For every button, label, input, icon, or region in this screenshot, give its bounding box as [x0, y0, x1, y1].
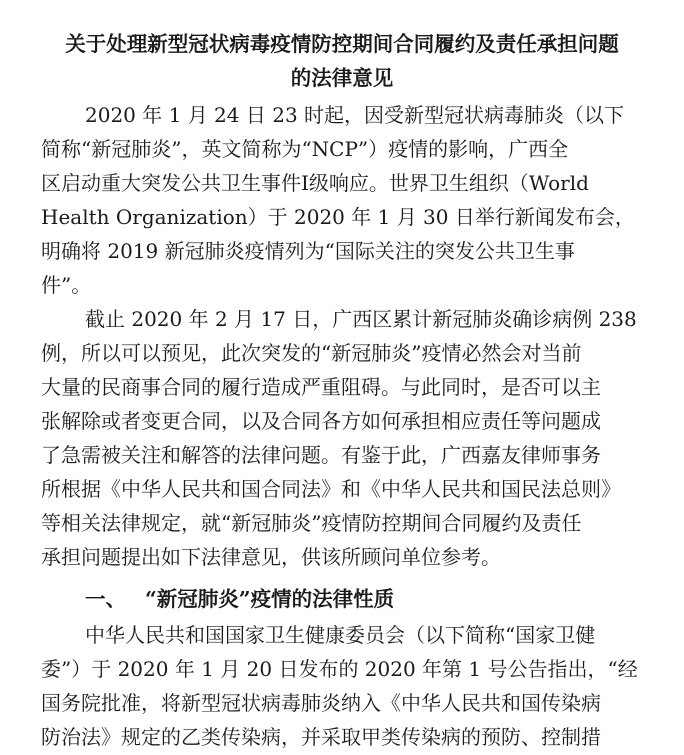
section-title: “新冠肺炎”疫情的法律性质 [145, 587, 395, 611]
paragraph-line: 中华人民共和国国家卫生健康委员会（以下简称“国家卫健 [85, 623, 596, 647]
section-heading-1 [85, 586, 394, 612]
paragraph-line: 简称“新冠肺炎”，英文简称为“NCP”）疫情的影响，广西全 [41, 137, 569, 161]
paragraph-line: 截止 2020 年 2 月 17 日，广西区累计新冠肺炎确诊病例 238 [85, 307, 637, 331]
paragraph-line: 件”。 [41, 273, 92, 297]
paragraph-line: 防治法》规定的乙类传染病，并采取甲类传染病的预防、控制措 [41, 725, 601, 749]
paragraph-line: 国务院批准，将新型冠状病毒肺炎纳入《中华人民共和国传染病 [41, 691, 601, 715]
paragraph-line: 明确将 2019 新冠肺炎疫情列为“国际关注的突发公共卫生事 [41, 239, 575, 263]
paragraph-line: 委”）于 2020 年 1 月 20 日发布的 2020 年第 1 号公告指出，“经 [41, 657, 638, 681]
section-number: 一、 [85, 587, 126, 611]
paragraph-line: 区启动重大突发公共卫生事件Ⅰ级响应。世界卫生组织（World [41, 171, 589, 195]
paragraph-line: Health Organization）于 2020 年 1 月 30 日举行新闻发布会， [41, 205, 635, 229]
document-title-line-1: 关于处理新型冠状病毒疫情防控期间合同履约及责任承担问题 [65, 32, 619, 56]
paragraph-line: 等相关法律规定，就“新冠肺炎”疫情防控期间合同履约及责任 [41, 511, 582, 535]
paragraph-line: 张解除或者变更合同，以及合同各方如何承担相应责任等问题成 [41, 409, 601, 433]
paragraph-line: 例，所以可以预见，此次突发的“新冠肺炎”疫情必然会对当前 [41, 341, 582, 365]
paragraph-line: 承担问题提出如下法律意见，供该所顾问单位参考。 [41, 545, 501, 569]
paragraph-line: 2020 年 1 月 24 日 23 时起，因受新型冠状病毒肺炎（以下 [85, 103, 625, 127]
paragraph-line: 大量的民商事合同的履行造成严重阻碍。与此同时，是否可以主 [41, 375, 601, 399]
document-title-line-2: 的法律意见 [290, 66, 394, 90]
paragraph-line: 所根据《中华人民共和国合同法》和《中华人民共和国民法总则》 [41, 477, 621, 501]
paragraph-line: 了急需被关注和解答的法律问题。有鉴于此，广西嘉友律师事务 [41, 443, 601, 467]
